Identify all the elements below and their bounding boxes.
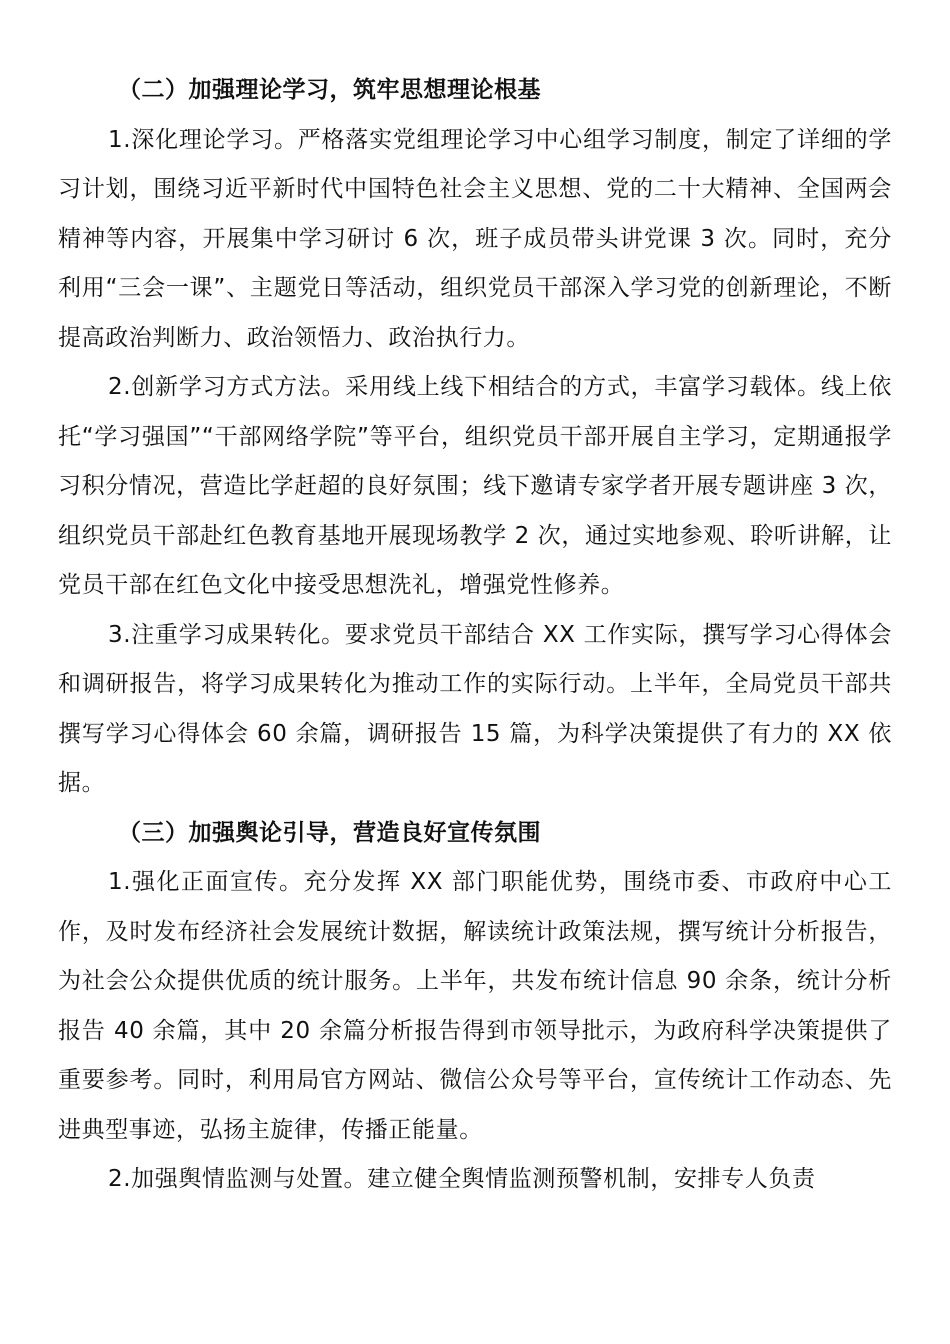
document-body <box>58 66 892 1205</box>
paragraph-theory-study: 1.深化理论学习。严格落实党组理论学习中心组学习制度，制定了详细的学习计划，围绕习近平新时代中国特色社会主义思想、党的二十大精神、全国两会精神等内容，开展集中学习研讨 6 次，班子成员带头讲党课 3 次。同时，充分利用“三会一课”、主题党日等活动，组织党员干部深入学习党的创新理论，不断提高政治判断力、政治领悟力、政治执行力。 <box>58 126 892 351</box>
section-heading-2: （二）加强理论学习，筑牢思想理论根基 <box>118 77 541 103</box>
paragraph-opinion-monitoring: 2.加强舆情监测与处置。建立健全舆情监测预警机制，安排专人负责 <box>108 1166 816 1192</box>
paragraph-study-results: 3.注重学习成果转化。要求党员干部结合 XX 工作实际，撰写学习心得体会和调研报告，将学习成果转化为推动工作的实际行动。上半年，全局党员干部共撰写学习心得体会 60 余篇，调研报告 15 篇，为科学决策提供了有力的 XX 依据。 <box>58 621 892 796</box>
paragraph-positive-publicity: 1.强化正面宣传。充分发挥 XX 部门职能优势，围绕市委、市政府中心工作，及时发布经济社会发展统计数据，解读统计政策法规，撰写统计分析报告，为社会公众提供优质的统计服务。上半年，共发布统计信息 90 余条，统计分析报告 40 余篇，其中 20 余篇分析报告得到市领导批示，为政府科学决策提供了重要参考。同时，利用局官方网站、微信公众号等平台，宣传统计工作动态、先进典型事迹，弘扬主旋律，传播正能量。 <box>58 869 892 1143</box>
section-heading-3: （三）加强舆论引导，营造良好宣传氛围 <box>118 819 541 846</box>
paragraph-study-methods: 2.创新学习方式方法。采用线上线下相结合的方式，丰富学习载体。线上依托“学习强国”“干部网络学院”等平台，组织党员干部开展自主学习，定期通报学习积分情况，营造比学赶超的良好氛围；线下邀请专家学者开展专题讲座 3 次，组织党员干部赴红色教育基地开展现场教学 2 次，通过实地参观、聆听讲解，让党员干部在红色文化中接受思想洗礼，增强党性修养。 <box>58 374 892 598</box>
